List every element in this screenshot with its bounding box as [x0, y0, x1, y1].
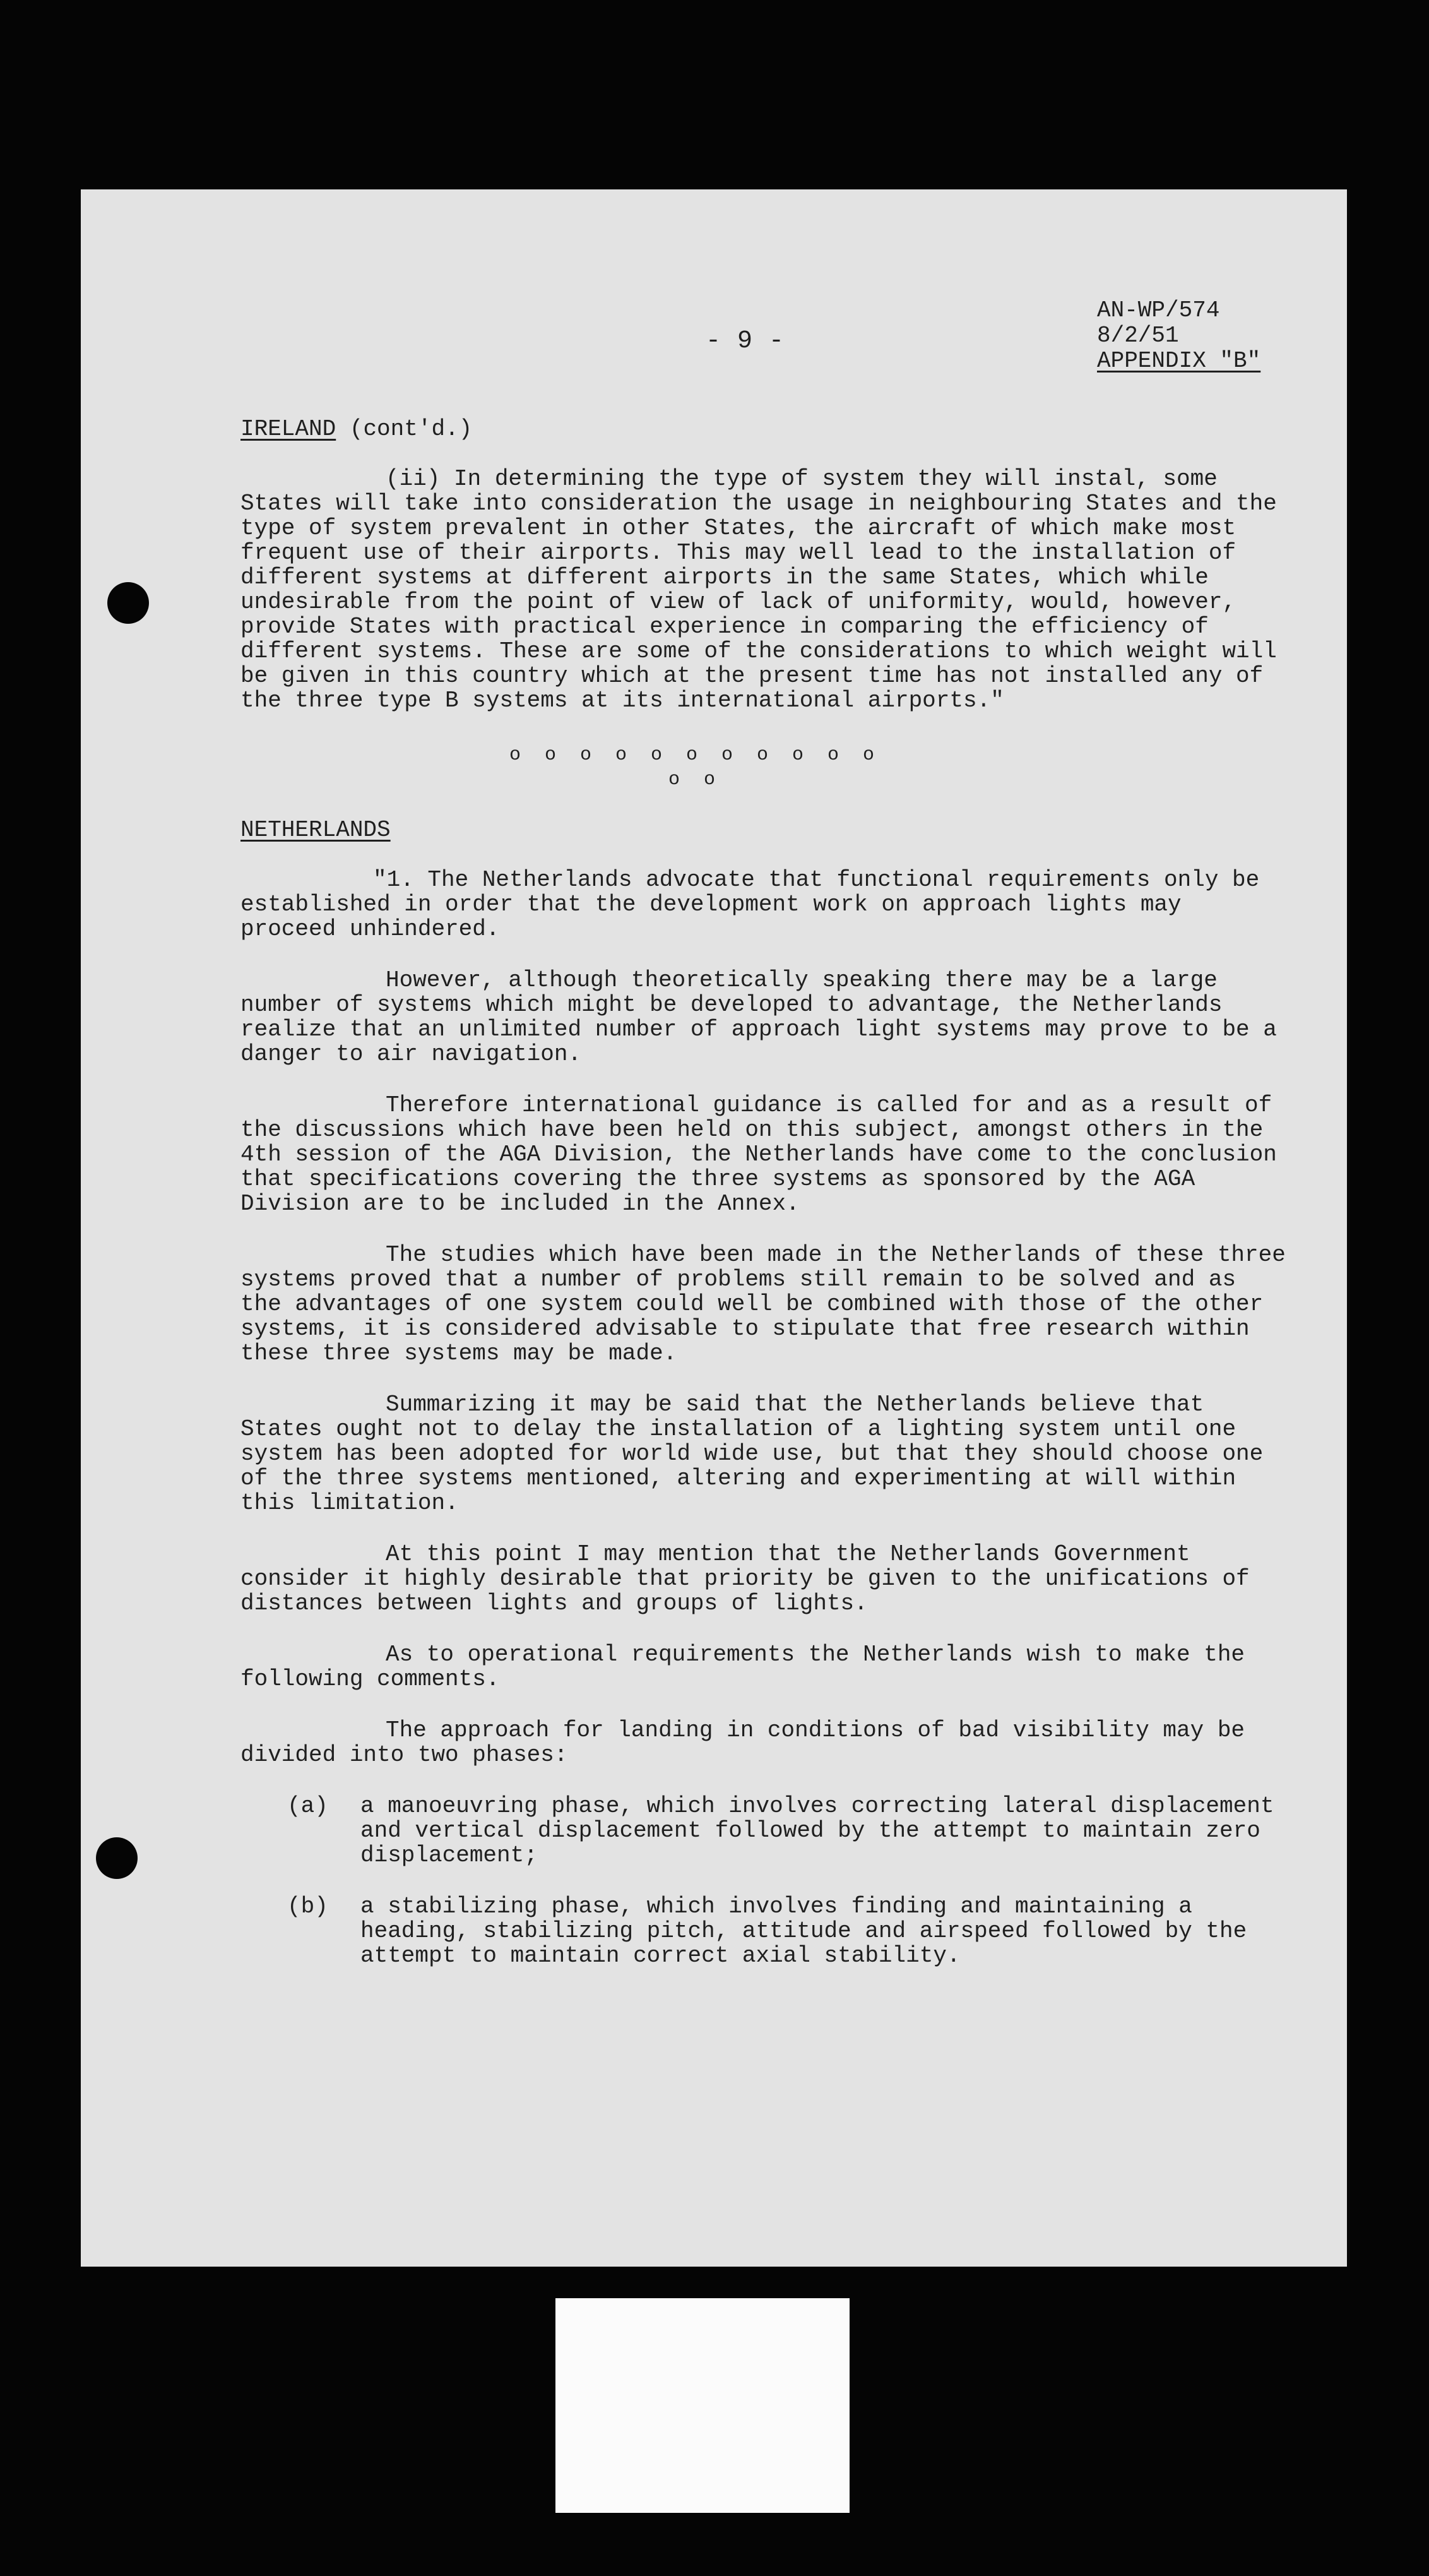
list-item-label: (a)	[287, 1793, 328, 1819]
document-page	[81, 189, 1347, 2267]
doc-ref: AN-WP/574	[1097, 297, 1220, 323]
netherlands-paragraph-2: However, although theoretically speaking there may be a large number of systems which might be developed to advantage, the Netherlands realize that an unlimited number of approach light systems may prove to be a danger to air navigation.	[240, 967, 1277, 1067]
netherlands-paragraph-5: Summarizing it may be said that the Netherlands believe that States ought not to delay the installation of a lighting system until one system has been adopted for world wide use, but that they should choose one of the three systems mentioned, altering and experimenting at will within this limitation.	[240, 1392, 1264, 1516]
list-item	[240, 1794, 1288, 1868]
document-reference	[1097, 298, 1260, 374]
list-item	[240, 1894, 1288, 1968]
netherlands-heading	[240, 818, 1288, 842]
section-separator: o o o o o o o o o o o o o	[509, 744, 881, 790]
list-item-label: (b)	[287, 1893, 328, 1919]
list-item-text: a stabilizing phase, which involves finding and maintaining a heading, stabilizing pitch, attitude and airspeed followed by the attempt to maintain correct axial stability.	[360, 1893, 1247, 1969]
paper-stub	[555, 2298, 850, 2513]
ireland-heading-suffix: (cont'd.)	[336, 416, 473, 442]
ireland-heading-title: IRELAND	[240, 416, 336, 442]
netherlands-paragraph-1: "1. The Netherlands advocate that functional requirements only be established in order that the development work on approach lights may proceed unhindered.	[240, 867, 1260, 942]
appendix-label: APPENDIX "B"	[1097, 348, 1261, 374]
netherlands-paragraph-6: At this point I may mention that the Netherlands Government consider it highly desirable that priority be given to the unifications of distances between lights and groups of lights.	[240, 1541, 1250, 1616]
doc-date: 8/2/51	[1097, 323, 1179, 349]
netherlands-paragraph-8: The approach for landing in conditions of bad visibility may be divided into two phases:	[240, 1717, 1245, 1768]
ireland-heading	[240, 417, 1288, 441]
ireland-paragraph: (ii) In determining the type of system they will instal, some States will take into consideration the usage in neighbouring States and the type of system prevalent in other States, the aircraft of which make most frequent use of their airports. This may well lead to the installation of different systems at different airports in the same States, which while undesirable from the point of view of lack of uniformity, would, however, provide States with practical experience in comparing the efficiency of different systems. These are some of the considerations to which weight will be given in this country which at the present time has not installed any of the three type B systems at its international airports."	[240, 466, 1277, 713]
netherlands-paragraph-3: Therefore international guidance is called for and as a result of the discussions which have been held on this subject, amongst others in the 4th session of the AGA Division, the Netherlands have come to the conclusion that specifications covering the three systems as sponsored by the AGA Division are to be included in the Annex.	[240, 1092, 1277, 1217]
page-number: - 9 -	[706, 327, 785, 355]
netherlands-paragraph-7: As to operational requirements the Netherlands wish to make the following comments.	[240, 1642, 1245, 1692]
netherlands-paragraph-4: The studies which have been made in the Netherlands of these three systems proved that a number of problems still remain to be solved and as the advantages of one system could well be combined with those of the other systems, it is considered advisable to stipulate that free research within these three systems may be made.	[240, 1242, 1286, 1366]
punch-hole	[96, 1837, 138, 1879]
list-item-text: a manoeuvring phase, which involves correcting lateral displacement and vertical displacement followed by the attempt to maintain zero displacement;	[360, 1793, 1274, 1868]
netherlands-heading-title: NETHERLANDS	[240, 817, 391, 843]
document-body	[240, 417, 1288, 1968]
punch-hole	[107, 582, 149, 624]
